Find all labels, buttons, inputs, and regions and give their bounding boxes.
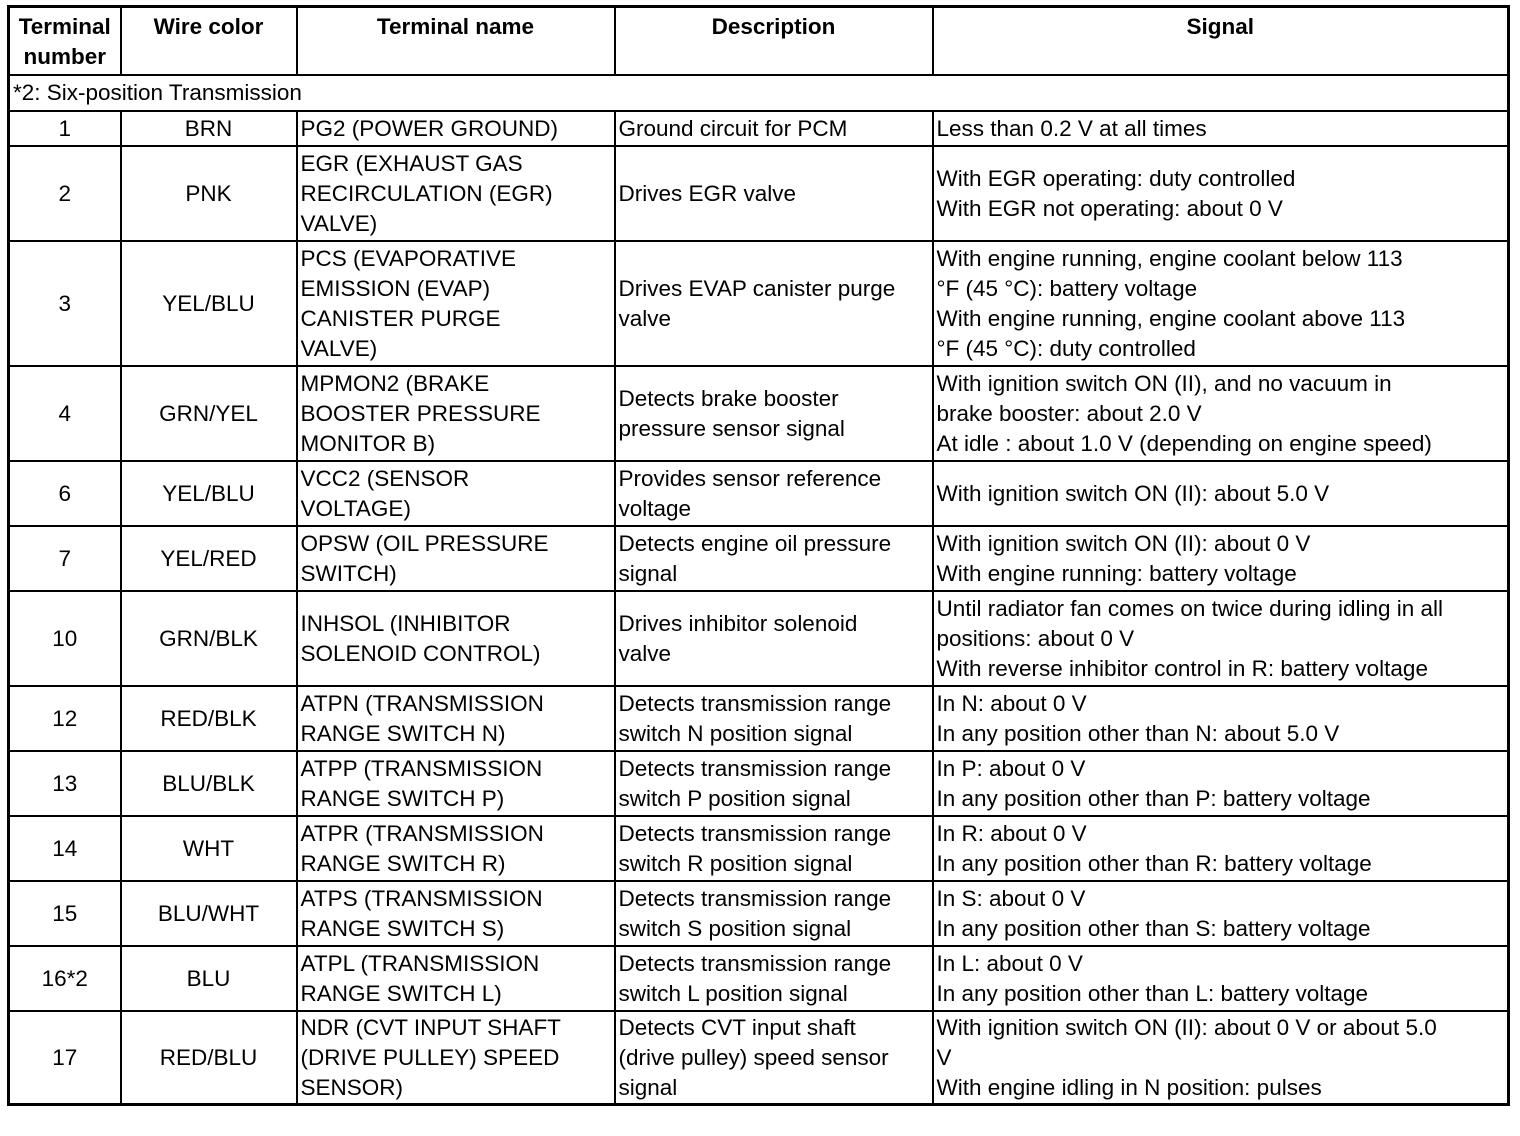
- signal-cell: [933, 111, 1509, 146]
- description-cell: [615, 146, 933, 241]
- wire-color-cell: BLU/WHT: [121, 881, 297, 946]
- description-cell: [615, 1011, 933, 1105]
- terminal-name-line: MPMON2 (BRAKE: [300, 370, 490, 396]
- table-header-row: [9, 7, 1509, 76]
- signal-line: With reverse inhibitor control in R: battery voltage: [936, 655, 1428, 681]
- table-row: [9, 526, 1509, 591]
- terminal-name-line: PG2 (POWER GROUND): [300, 115, 559, 141]
- terminal-name-line: ATPL (TRANSMISSION: [300, 950, 540, 976]
- description-line: Detects transmission range: [618, 755, 892, 781]
- signal-line: In any position other than L: battery voltage: [936, 980, 1369, 1006]
- description-line: pressure sensor signal: [618, 415, 845, 441]
- terminal-name-cell: [297, 366, 615, 461]
- header-terminal-number-line: Terminal: [18, 14, 111, 39]
- table-row: [9, 111, 1509, 146]
- signal-line: In R: about 0 V: [936, 820, 1087, 846]
- signal-line: With engine running, engine coolant above 113: [936, 305, 1406, 331]
- terminal-number-cell: 4: [9, 366, 121, 461]
- description-cell: [615, 751, 933, 816]
- description-line: Detects CVT input shaft: [618, 1014, 856, 1040]
- terminal-name-line: VCC2 (SENSOR: [300, 465, 470, 491]
- signal-line: Less than 0.2 V at all times: [936, 115, 1207, 141]
- signal-line: In L: about 0 V: [936, 950, 1083, 976]
- terminal-name-line: RANGE SWITCH N): [300, 720, 506, 746]
- terminal-name-cell: [297, 816, 615, 881]
- terminal-name-line: VOLTAGE): [300, 495, 411, 521]
- terminal-name-cell: [297, 461, 615, 526]
- terminal-number-cell: 3: [9, 241, 121, 366]
- terminal-name-cell: [297, 591, 615, 686]
- table-row: [9, 591, 1509, 686]
- header-terminal-number-line: number: [23, 44, 106, 69]
- terminal-name-cell: [297, 686, 615, 751]
- table-row: [9, 816, 1509, 881]
- description-line: Drives EVAP canister purge: [618, 275, 896, 301]
- header-wire-color: Wire color: [121, 7, 297, 76]
- description-line: signal: [618, 1074, 678, 1100]
- table-row: [9, 366, 1509, 461]
- signal-line: With ignition switch ON (II): about 5.0 V: [936, 480, 1330, 506]
- description-cell: [615, 881, 933, 946]
- description-line: switch P position signal: [618, 785, 851, 811]
- terminal-name-line: EGR (EXHAUST GAS: [300, 150, 523, 176]
- signal-line: With engine running: battery voltage: [936, 560, 1297, 586]
- terminal-number-cell: 10: [9, 591, 121, 686]
- signal-cell: [933, 241, 1509, 366]
- table-row: [9, 751, 1509, 816]
- signal-line: brake booster: about 2.0 V: [936, 400, 1202, 426]
- description-cell: [615, 686, 933, 751]
- terminal-name-line: ATPN (TRANSMISSION: [300, 690, 544, 716]
- description-line: signal: [618, 560, 678, 586]
- terminal-name-cell: [297, 241, 615, 366]
- terminal-table: [7, 5, 1510, 1106]
- signal-cell: [933, 366, 1509, 461]
- description-line: (drive pulley) speed sensor: [618, 1044, 889, 1070]
- terminal-number-cell: 6: [9, 461, 121, 526]
- description-line: Drives inhibitor solenoid: [618, 610, 858, 636]
- terminal-name-line: BOOSTER PRESSURE: [300, 400, 541, 426]
- signal-line: positions: about 0 V: [936, 625, 1135, 651]
- table-body: [9, 75, 1509, 1105]
- header-terminal-number: [9, 7, 121, 76]
- wire-color-cell: YEL/RED: [121, 526, 297, 591]
- terminal-name-line: RANGE SWITCH S): [300, 915, 505, 941]
- description-cell: [615, 816, 933, 881]
- terminal-name-line: RANGE SWITCH R): [300, 850, 506, 876]
- signal-cell: [933, 591, 1509, 686]
- signal-line: °F (45 °C): battery voltage: [936, 275, 1198, 301]
- terminal-name-line: RANGE SWITCH P): [300, 785, 505, 811]
- terminal-name-line: VALVE): [300, 210, 378, 236]
- signal-line: In any position other than R: battery voltage: [936, 850, 1372, 876]
- terminal-name-cell: [297, 946, 615, 1011]
- table-row: [9, 881, 1509, 946]
- terminal-name-cell: [297, 751, 615, 816]
- table-row: [9, 686, 1509, 751]
- terminal-name-cell: [297, 526, 615, 591]
- terminal-name-cell: [297, 1011, 615, 1105]
- terminal-number-cell: 2: [9, 146, 121, 241]
- terminal-number-cell: 12: [9, 686, 121, 751]
- signal-line: With EGR operating: duty controlled: [936, 165, 1296, 191]
- description-line: Detects transmission range: [618, 820, 892, 846]
- description-cell: [615, 111, 933, 146]
- description-line: Detects transmission range: [618, 885, 892, 911]
- description-line: Detects transmission range: [618, 690, 892, 716]
- signal-cell: [933, 146, 1509, 241]
- signal-line: With ignition switch ON (II), and no vacuum in: [936, 370, 1392, 396]
- terminal-number-cell: 17: [9, 1011, 121, 1105]
- header-signal: Signal: [933, 7, 1509, 76]
- terminal-name-line: SOLENOID CONTROL): [300, 640, 541, 666]
- signal-line: With EGR not operating: about 0 V: [936, 195, 1283, 221]
- description-line: voltage: [618, 495, 692, 521]
- description-line: Provides sensor reference: [618, 465, 882, 491]
- terminal-name-line: RECIRCULATION (EGR): [300, 180, 553, 206]
- description-line: switch L position signal: [618, 980, 848, 1006]
- description-line: Ground circuit for PCM: [618, 115, 848, 141]
- wire-color-cell: BLU/BLK: [121, 751, 297, 816]
- terminal-name-line: MONITOR B): [300, 430, 436, 456]
- terminal-number-cell: 14: [9, 816, 121, 881]
- terminal-name-line: SWITCH): [300, 560, 397, 586]
- description-cell: [615, 526, 933, 591]
- terminal-name-cell: [297, 111, 615, 146]
- description-cell: [615, 461, 933, 526]
- description-line: switch R position signal: [618, 850, 853, 876]
- signal-cell: [933, 686, 1509, 751]
- description-line: Drives EGR valve: [618, 180, 797, 206]
- table-row: [9, 946, 1509, 1011]
- description-line: valve: [618, 640, 672, 666]
- wire-color-cell: PNK: [121, 146, 297, 241]
- terminal-name-line: RANGE SWITCH L): [300, 980, 502, 1006]
- table-row: [9, 1011, 1509, 1105]
- signal-line: In any position other than N: about 5.0 V: [936, 720, 1340, 746]
- signal-cell: [933, 946, 1509, 1011]
- table-row: [9, 146, 1509, 241]
- terminal-number-cell: 13: [9, 751, 121, 816]
- wire-color-cell: WHT: [121, 816, 297, 881]
- signal-cell: [933, 526, 1509, 591]
- wire-color-cell: RED/BLU: [121, 1011, 297, 1105]
- description-line: Detects brake booster: [618, 385, 839, 411]
- terminal-name-line: NDR (CVT INPUT SHAFT: [300, 1014, 561, 1040]
- signal-line: V: [936, 1044, 952, 1070]
- terminal-name-cell: [297, 881, 615, 946]
- signal-cell: [933, 461, 1509, 526]
- description-line: Detects transmission range: [618, 950, 892, 976]
- wire-color-cell: BRN: [121, 111, 297, 146]
- wire-color-cell: YEL/BLU: [121, 241, 297, 366]
- description-line: switch N position signal: [618, 720, 853, 746]
- signal-line: At idle : about 1.0 V (depending on engine speed): [936, 430, 1432, 456]
- terminal-name-line: ATPP (TRANSMISSION: [300, 755, 543, 781]
- description-cell: [615, 591, 933, 686]
- wire-color-cell: YEL/BLU: [121, 461, 297, 526]
- table-row: [9, 241, 1509, 366]
- description-line: Detects engine oil pressure: [618, 530, 892, 556]
- terminal-name-line: SENSOR): [300, 1074, 404, 1100]
- signal-cell: [933, 1011, 1509, 1105]
- terminal-name-line: (DRIVE PULLEY) SPEED: [300, 1044, 560, 1070]
- signal-line: With engine running, engine coolant below 113: [936, 245, 1403, 271]
- description-line: switch S position signal: [618, 915, 852, 941]
- signal-line: With engine idling in N position: pulses: [936, 1074, 1322, 1100]
- wire-color-cell: RED/BLK: [121, 686, 297, 751]
- description-cell: [615, 241, 933, 366]
- signal-line: With ignition switch ON (II): about 0 V: [936, 530, 1311, 556]
- terminal-name-line: ATPR (TRANSMISSION: [300, 820, 544, 846]
- header-description: Description: [615, 7, 933, 76]
- terminal-number-cell: 7: [9, 526, 121, 591]
- terminal-name-line: VALVE): [300, 335, 378, 361]
- terminal-number-cell: 16*2: [9, 946, 121, 1011]
- terminal-name-cell: [297, 146, 615, 241]
- description-cell: [615, 946, 933, 1011]
- table-row: [9, 461, 1509, 526]
- signal-line: In any position other than S: battery voltage: [936, 915, 1371, 941]
- terminal-number-cell: 15: [9, 881, 121, 946]
- terminal-name-line: INHSOL (INHIBITOR: [300, 610, 511, 636]
- signal-line: In P: about 0 V: [936, 755, 1086, 781]
- signal-line: In any position other than P: battery voltage: [936, 785, 1371, 811]
- terminal-name-line: CANISTER PURGE: [300, 305, 501, 331]
- signal-cell: [933, 881, 1509, 946]
- section-note: *2: Six-position Transmission: [9, 75, 1509, 111]
- terminal-name-line: ATPS (TRANSMISSION: [300, 885, 543, 911]
- terminal-name-line: OPSW (OIL PRESSURE: [300, 530, 549, 556]
- wire-color-cell: BLU: [121, 946, 297, 1011]
- description-cell: [615, 366, 933, 461]
- terminal-number-cell: 1: [9, 111, 121, 146]
- description-line: valve: [618, 305, 672, 331]
- terminal-name-line: EMISSION (EVAP): [300, 275, 491, 301]
- signal-cell: [933, 816, 1509, 881]
- signal-line: With ignition switch ON (II): about 0 V or about 5.0: [936, 1014, 1437, 1040]
- wire-color-cell: GRN/YEL: [121, 366, 297, 461]
- signal-cell: [933, 751, 1509, 816]
- terminal-name-line: PCS (EVAPORATIVE: [300, 245, 516, 271]
- signal-line: In N: about 0 V: [936, 690, 1087, 716]
- header-terminal-name: Terminal name: [297, 7, 615, 76]
- signal-line: In S: about 0 V: [936, 885, 1086, 911]
- wire-color-cell: GRN/BLK: [121, 591, 297, 686]
- signal-line: Until radiator fan comes on twice during idling in all: [936, 595, 1444, 621]
- signal-line: °F (45 °C): duty controlled: [936, 335, 1196, 361]
- section-note-row: [9, 75, 1509, 111]
